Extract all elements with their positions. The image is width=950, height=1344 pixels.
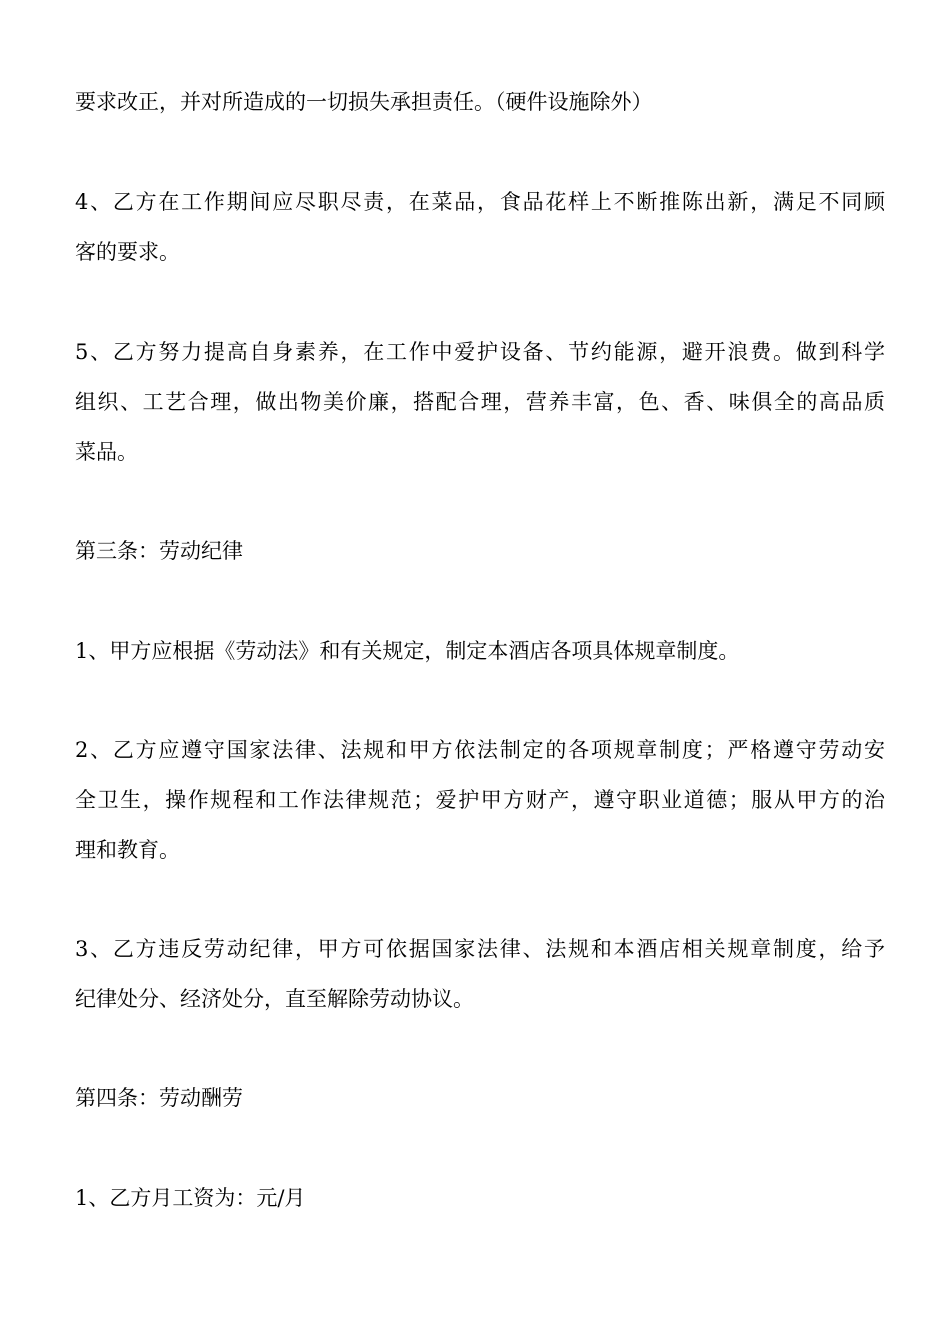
text-line: 3、乙方违反劳动纪律，甲方可依据国家法律、法规和本酒店相关规章制度，给予 <box>75 937 885 961</box>
text-line: 客的要求。 <box>75 240 180 264</box>
text-line: 1、甲方应根据《劳动法》和有关规定，制定本酒店各项具体规章制度。 <box>75 639 740 663</box>
text-line: 纪律处分、经济处分，直至解除劳动协议。 <box>75 987 474 1011</box>
text-line: 菜品。 <box>75 440 138 464</box>
text-line: 5、乙方努力提高自身素养，在工作中爱护设备、节约能源，避开浪费。做到科学 <box>75 340 885 364</box>
text-line: 2、乙方应遵守国家法律、法规和甲方依法制定的各项规章制度；严格遵守劳动安 <box>75 738 885 762</box>
section-heading: 第三条：劳动纪律 <box>75 539 243 563</box>
text-line: 理和教育。 <box>75 838 180 862</box>
section-heading: 第四条：劳动酬劳 <box>75 1086 243 1110</box>
text-line: 要求改正，并对所造成的一切损失承担责任。（硬件设施除外） <box>75 90 653 114</box>
text-line: 全卫生，操作规程和工作法律规范；爱护甲方财产，遵守职业道德；服从甲方的治 <box>75 788 885 812</box>
text-line: 4、乙方在工作期间应尽职尽责，在菜品，食品花样上不断推陈出新，满足不同顾 <box>75 190 885 214</box>
text-line: 1、乙方月工资为：元/月 <box>75 1186 306 1210</box>
text-line: 组织、工艺合理，做出物美价廉，搭配合理，营养丰富，色、香、味俱全的高品质 <box>75 390 885 414</box>
